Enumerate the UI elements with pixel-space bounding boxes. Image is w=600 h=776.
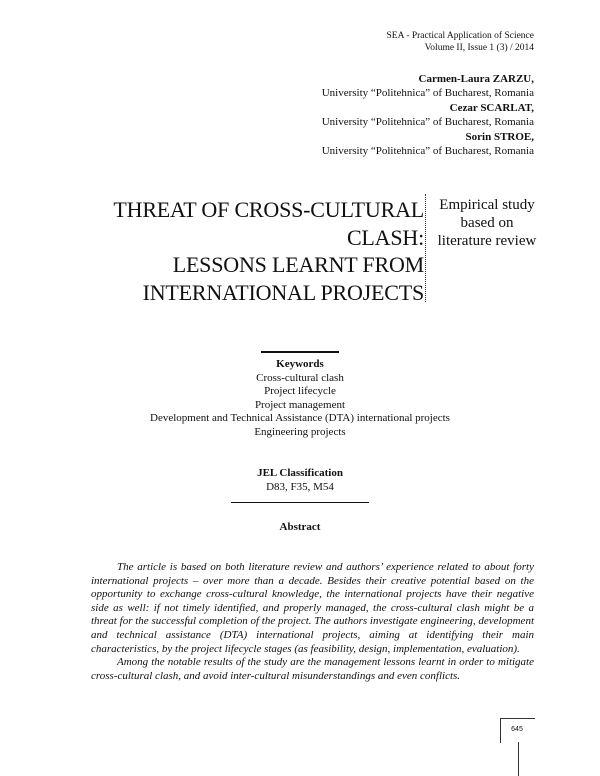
journal-name: SEA - Practical Application of Science xyxy=(386,31,534,41)
issue-info: Volume II, Issue 1 (3) / 2014 xyxy=(424,43,534,53)
title-line: INTERNATIONAL PROJECTS xyxy=(142,279,424,305)
keyword-item: Engineering projects xyxy=(254,425,346,438)
keyword-item: Development and Technical Assistance (DTA) international projects xyxy=(150,412,450,424)
title-line: THREAT OF CROSS-CULTURAL xyxy=(113,197,424,222)
paper-type-line: literature review xyxy=(437,233,537,249)
abstract-body xyxy=(91,561,534,683)
title-divider xyxy=(425,194,426,302)
running-header xyxy=(387,30,534,54)
jel-section xyxy=(0,467,600,494)
page-number-line xyxy=(518,742,519,776)
paper-type-line: based on xyxy=(460,215,514,231)
keyword-item: Cross-cultural clash xyxy=(256,371,344,384)
author-affiliation: University “Politehnica” of Bucharest, Romania xyxy=(321,116,534,129)
paper-type xyxy=(432,196,542,250)
abstract-heading: Abstract xyxy=(279,521,321,533)
keyword-item: Project management xyxy=(254,398,346,411)
abstract-paragraph: Among the notable results of the study are the management lessons learnt in order to mitigate cross-cultural clash, and avoid inter-cultural misunderstandings and even conflicts. xyxy=(91,656,534,682)
keywords-rule xyxy=(261,351,339,353)
author-list xyxy=(322,72,534,158)
title-line: LESSONS LEARNT FROM xyxy=(172,252,424,277)
keyword-item: Project lifecycle xyxy=(264,385,336,397)
author-affiliation: University “Politehnica” of Bucharest, Romania xyxy=(321,87,534,100)
paper-type-line: Empirical study xyxy=(439,197,535,213)
author-name: Cezar SCARLAT, xyxy=(449,101,534,114)
keywords-section xyxy=(0,358,600,439)
author-name: Carmen-Laura ZARZU, xyxy=(418,73,534,85)
author-affiliation: University “Politehnica” of Bucharest, Romania xyxy=(321,145,534,158)
abstract-paragraph: The article is based on both literature review and authors’ experience related to about forty international projects – over more than a decade. Besides their creative potential based on the opportunity to exchange cross-cultural knowledge, the international projects have their negative side as well: if not timely identified, and properly managed, the cross-cultural clash might be a threat for the successful completion of the project. The authors investigate engineering, development and technical assistance (DTA) international projects, aiming at identifying their main characteristics, by the project lifecycle stages (as feasibility, design, implementation, evaluation). xyxy=(91,561,534,655)
jel-codes: D83, F35, M54 xyxy=(266,480,334,493)
keywords-heading: Keywords xyxy=(276,358,324,370)
jel-heading: JEL Classification xyxy=(257,467,343,479)
section-rule xyxy=(231,502,369,503)
page-number: 645 xyxy=(511,726,523,733)
paper-title xyxy=(24,196,424,306)
author-name: Sorin STROE, xyxy=(465,130,534,143)
title-line: CLASH: xyxy=(346,224,424,250)
